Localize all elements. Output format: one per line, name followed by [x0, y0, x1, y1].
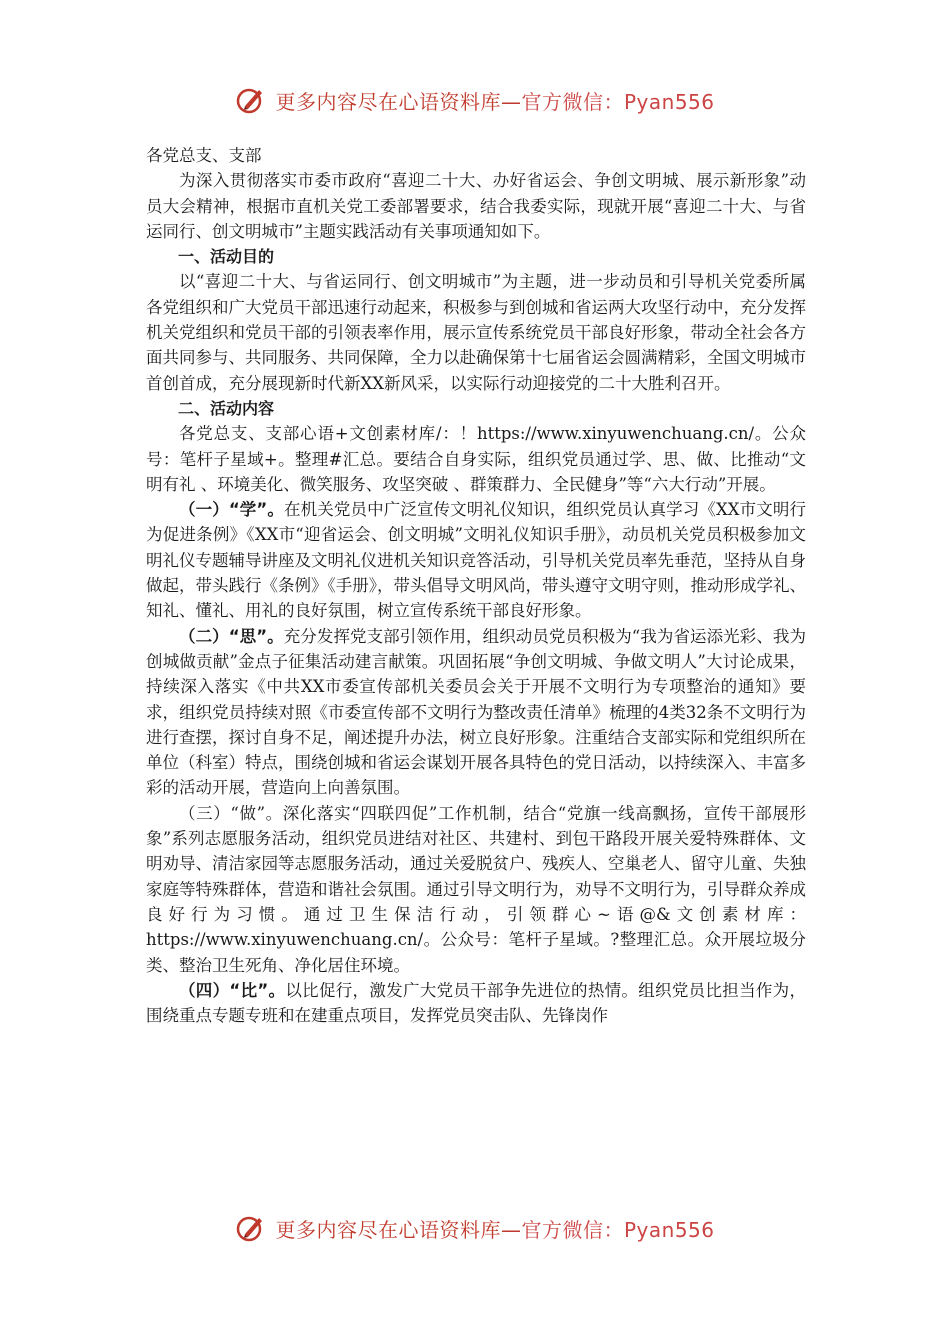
intro-paragraph: 为深入贯彻落实市委市政府“喜迎二十大、办好省运会、争创文明城、展示新形象”动员大会精神，根据市直机关党工委部署要求，结合我委实际，现就开展“喜迎二十大、与省运同行、创文明城市”主题实践活动有关事项通知如下。: [146, 171, 806, 241]
content-intro-paragraph: 各党总支、支部心语+文创素材库/：！https://www.xinyuwenchuang.cn/。公众号：笔杆子星域+。整理#汇总。要结合自身实际，组织党员通过学、思、做、比推动“文明有礼 、环境美化、微笑服务、攻坚突破 、群策群力、全民健身”等“六大行动”开展。: [146, 424, 806, 494]
footer-banner: [0, 1208, 950, 1248]
item-think-text: 充分发挥党支部引领作用，组织动员党员积极为“我为省运添光彩、我为创城做贡献”金点子征集活动建言献策。巩固拓展“争创文明城、争做文明人”大讨论成果，持续深入落实《中共XX市委宣传部机关委员会关于开展不文明行为专项整治的通知》要求，组织党员持续对照《市委宣传部不文明行为整改责任清单》梳理的4类32条不文明行为进行查摆，探讨自身不足，阐述提升办法，树立良好形象。注重结合支部实际和党组织所在单位（科室）特点，围绕创城和省运会谋划开展各具特色的党日活动，以持续深入、丰富多彩的活动开展，营造向上向善氛围。: [146, 626, 806, 798]
banner-main-text: 更多内容尽在心语资料库: [275, 1217, 501, 1242]
header-banner: [0, 80, 950, 120]
item-do-paragraph: （三）“做”。深化落实“四联四促”工作机制，结合“党旗一线高飘扬，宣传干部展形象”系列志愿服务活动，组织党员进结对社区、共建村、到包干路段开展关爱特殊群体、文明劝导、清洁家园等志愿服务活动，通过关爱脱贫户、残疾人、空巢老人、留守儿童、失独家庭等特殊群体，营造和谐社会氛围。通过引导文明行为，劝导不文明行为，引导群众养成良好行为习惯。通过卫生保洁行动，引领群心~语@&文创素材库：https://www.xinyuwenchuang.cn/。公众号：笔杆子星域。?整理汇总。众开展垃圾分类、整治卫生死角、净化居住环境。: [146, 803, 806, 975]
banner-wechat-label: 官方微信：: [521, 89, 624, 114]
banner-main-text: 更多内容尽在心语资料库: [275, 89, 501, 114]
purpose-paragraph: 以“喜迎二十大、与省运同行、创文明城市”为主题，进一步动员和引导机关党委所属各党组织和广大党员干部迅速行动起来，积极参与到创城和省运两大攻坚行动中，充分发挥机关党组织和党员干部的引领表率作用，展示宣传系统党员干部良好形象，带动全社会各方面共同参与、共同服务、共同保障，全力以赴确保第十七届省运会圆满精彩，全国文明城市首创首成，充分展现新时代新XX新风采，以实际行动迎接党的二十大胜利召开。: [146, 272, 806, 393]
item-learn-text: 在机关党员中广泛宣传文明礼仪知识，组织党员认真学习《XX市文明行为促进条例》《XX市“迎省运会、创文明城”文明礼仪知识手册》，动员机关党员积极参加文明礼仪专题辅导讲座及文明礼仪进机关知识竞答活动，引导机关党员率先垂范，坚持从自身做起，带头践行《条例》《手册》，带头倡导文明风尚，带头遵守文明守则，推动形成学礼、知礼、懂礼、用礼的良好氛围，树立宣传系统干部良好形象。: [146, 500, 806, 621]
salutation: 各党总支、支部: [146, 146, 262, 165]
heading-purpose: 一、活动目的: [178, 247, 275, 267]
item-compare-paragraph: [146, 978, 806, 1029]
pen-logo-icon: [235, 1212, 267, 1244]
item-compare-text: 以比促行，激发广大党员干部争先进位的热情。组织党员比担当作为，围绕重点专题专班和在建重点项目，发挥党员突击队、先锋岗作: [146, 980, 806, 1026]
document-body: [146, 143, 806, 1028]
banner-wechat-label: 官方微信：: [521, 1217, 624, 1242]
banner-dash: —: [500, 89, 522, 114]
banner-dash: —: [500, 1217, 522, 1242]
heading-content: 二、活动内容: [178, 398, 275, 418]
banner-wechat-id: Pyan556: [623, 89, 715, 114]
banner-wechat-id: Pyan556: [623, 1217, 715, 1242]
item-think-paragraph: [146, 624, 806, 801]
item-learn-paragraph: [146, 497, 806, 623]
item-think-title: （二）“思”。: [179, 626, 284, 646]
pen-logo-icon: [235, 84, 267, 116]
item-learn-title: （一）“学”。: [179, 500, 285, 520]
item-compare-title: （四）“比”。: [179, 980, 286, 1000]
